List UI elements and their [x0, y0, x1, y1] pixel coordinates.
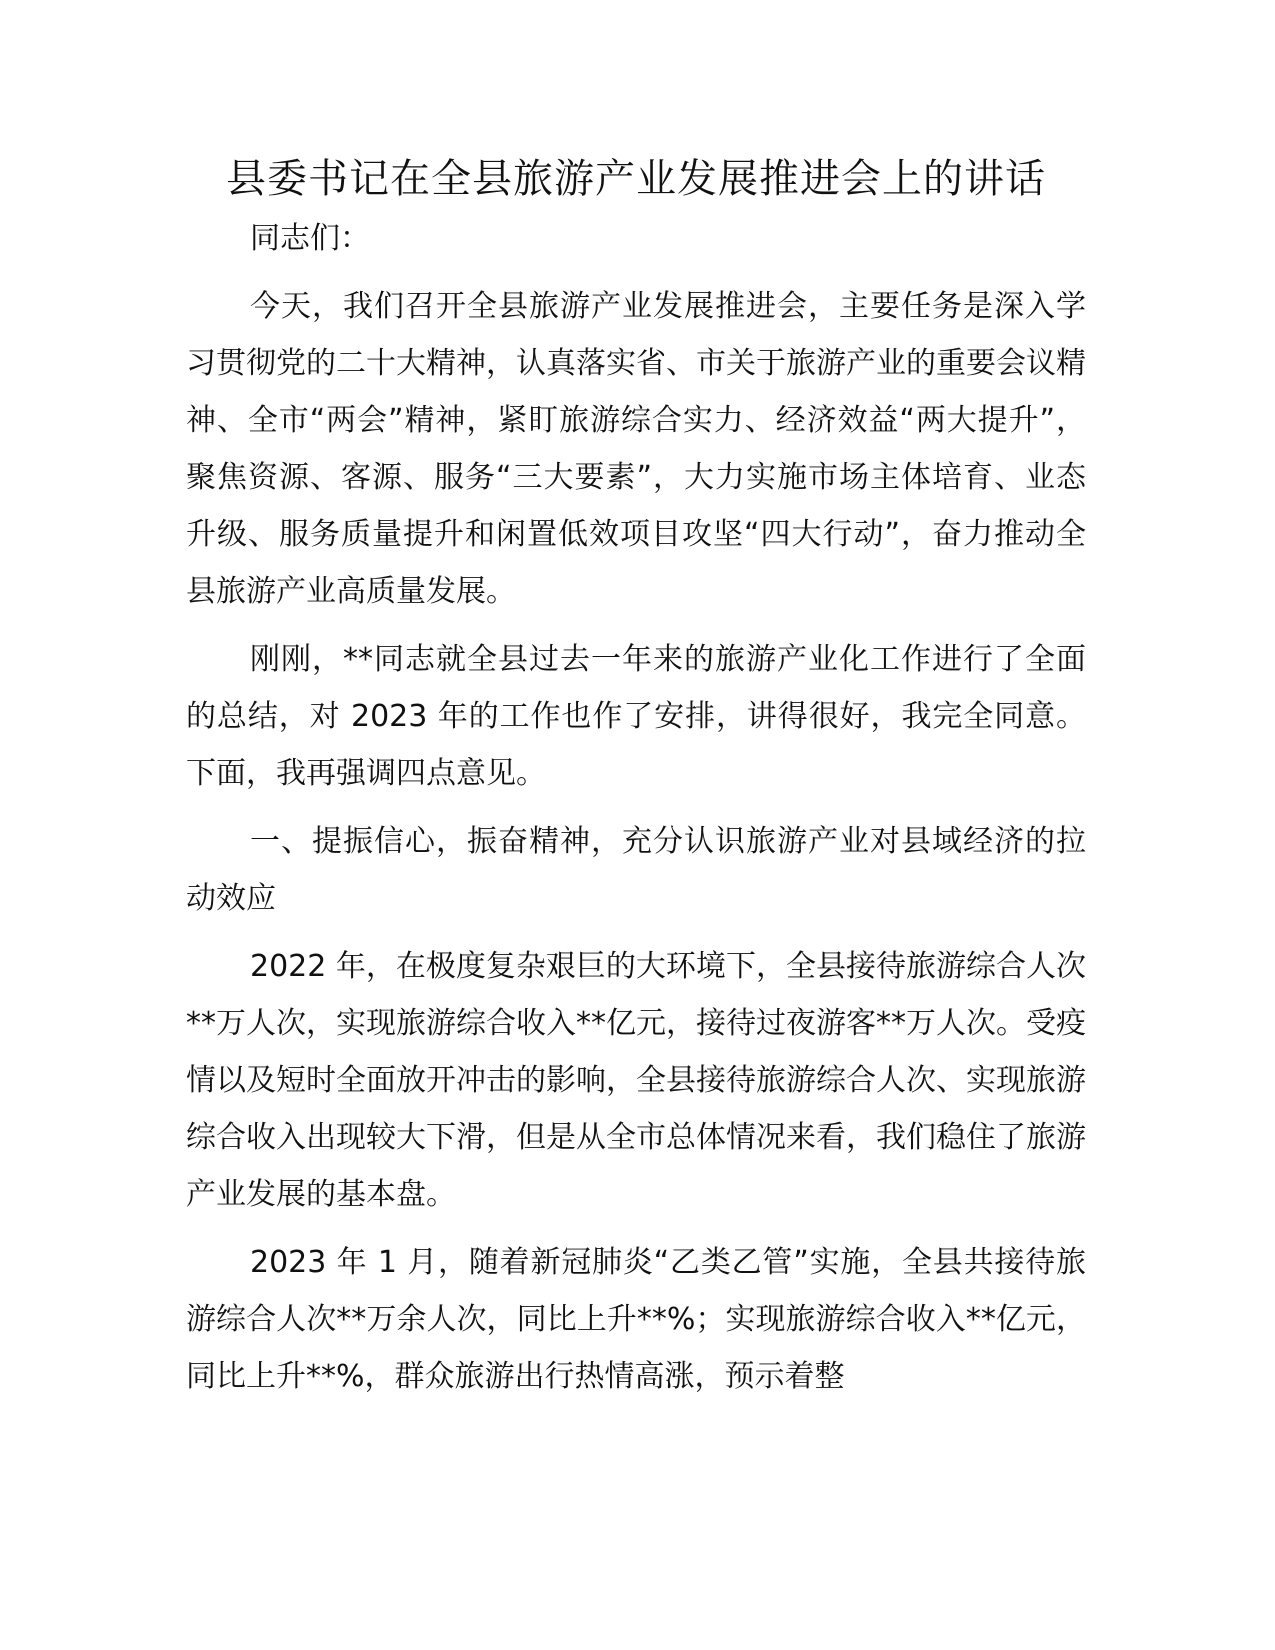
paragraph-summary: 刚刚，**同志就全县过去一年来的旅游产业化工作进行了全面的总结，对 2023 年的工作也作了安排，讲得很好，我完全同意。下面，我再强调四点意见。	[186, 642, 1086, 791]
document-title: 县委书记在全县旅游产业发展推进会上的讲话	[226, 156, 1046, 202]
section-heading-one: 一、提振信心，振奋精神，充分认识旅游产业对县域经济的拉动效应	[186, 824, 1086, 916]
greeting: 同志们：	[250, 221, 370, 256]
document-page	[186, 150, 1086, 1405]
paragraph-2023-stats: 2023 年 1 月，随着新冠肺炎“乙类乙管”实施，全县共接待旅游综合人次**万余人次，同比上升**%；实现旅游综合收入**亿元，同比上升**%，群众旅游出行热情高涨，预示着整	[186, 1245, 1086, 1394]
paragraph-opening: 今天，我们召开全县旅游产业发展推进会，主要任务是深入学习贯彻党的二十大精神，认真落实省、市关于旅游产业的重要会议精神、全市“两会”精神，紧盯旅游综合实力、经济效益“两大提升”，聚焦资源、客源、服务“三大要素”，大力实施市场主体培育、业态升级、服务质量提升和闲置低效项目攻坚“四大行动”，奋力推动全县旅游产业高质量发展。	[186, 289, 1086, 609]
paragraph-2022-stats: 2022 年，在极度复杂艰巨的大环境下，全县接待旅游综合人次**万人次，实现旅游综合收入**亿元，接待过夜游客**万人次。受疫情以及短时全面放开冲击的影响，全县接待旅游综合人次、实现旅游综合收入出现较大下滑，但是从全市总体情况来看，我们稳住了旅游产业发展的基本盘。	[186, 949, 1086, 1212]
